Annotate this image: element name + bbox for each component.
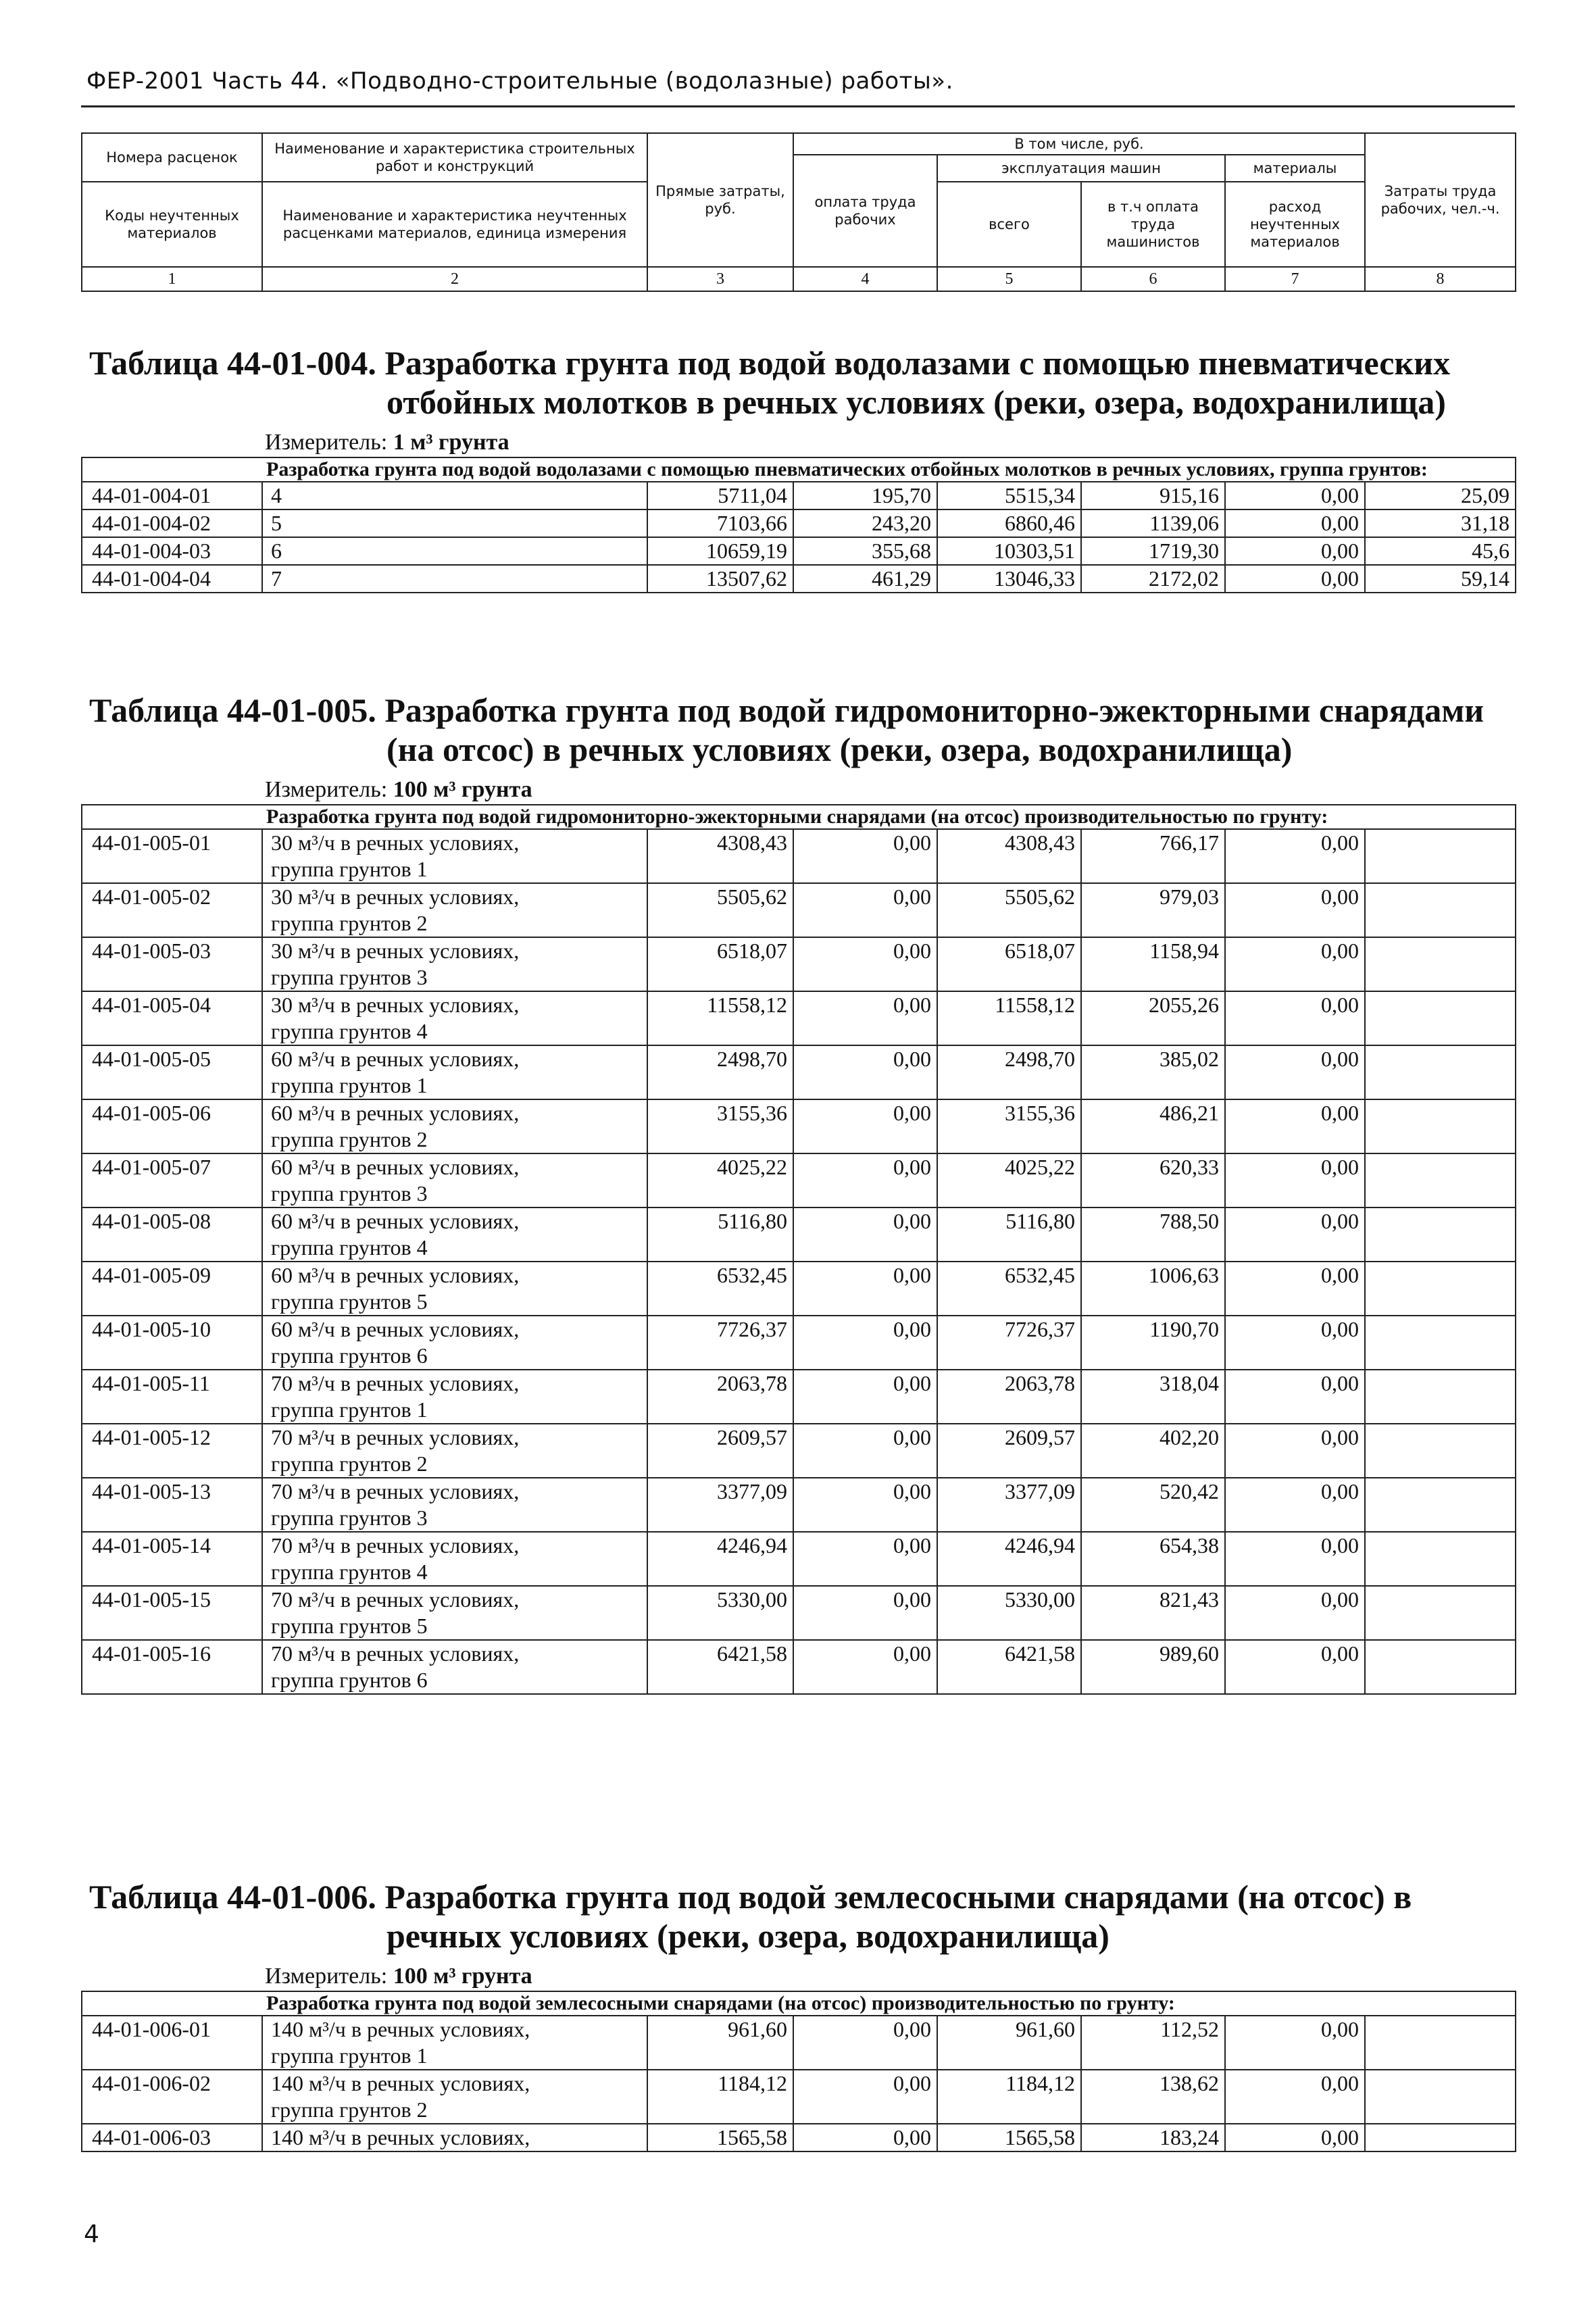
- col-material-codes: Коды неучтенных материалов: [82, 182, 262, 267]
- labor-pay: 0,00: [793, 883, 937, 937]
- machinists-pay: 1006,63: [1081, 1262, 1225, 1316]
- soil-group: 4: [262, 482, 647, 509]
- materials-cost: 0,00: [1225, 1153, 1365, 1208]
- labor-hours: [1365, 991, 1516, 1045]
- materials-cost: 0,00: [1225, 1262, 1365, 1316]
- cell-line: 70 м³/ч в речных условиях,: [271, 1371, 520, 1395]
- column-header-table: [81, 132, 1516, 292]
- direct-costs: 5116,80: [647, 1208, 793, 1262]
- cell-line: группа грунтов 1: [271, 1073, 428, 1097]
- labor-pay: 0,00: [793, 1370, 937, 1424]
- direct-costs: 7103,66: [647, 509, 793, 537]
- measurement-unit-value: 100 м³ грунта: [393, 777, 532, 802]
- materials-cost: 0,00: [1225, 537, 1365, 565]
- labor-hours: [1365, 2016, 1516, 2070]
- labor-hours: [1365, 829, 1516, 883]
- machines-total: 4246,94: [937, 1532, 1081, 1586]
- materials-cost: 0,00: [1225, 1370, 1365, 1424]
- labor-pay: 0,00: [793, 1099, 937, 1153]
- labor-pay: 195,70: [793, 482, 937, 509]
- rate-code: 44-01-005-15: [82, 1586, 262, 1640]
- labor-pay: 0,00: [793, 2016, 937, 2070]
- direct-costs: 1565,58: [647, 2124, 793, 2151]
- rate-code: 44-01-005-13: [82, 1478, 262, 1532]
- section-title-line: отбойных молотков в речных условиях (реки, озера, водохранилища): [386, 383, 1446, 421]
- cell-line: группа грунтов 2: [271, 911, 428, 935]
- section-table-44-01-006: [81, 1877, 1515, 2152]
- rate-code: 44-01-005-14: [82, 1532, 262, 1586]
- rate-code: 44-01-005-02: [82, 883, 262, 937]
- materials-cost: 0,00: [1225, 1586, 1365, 1640]
- rate-code: 44-01-005-01: [82, 829, 262, 883]
- direct-costs: 1184,12: [647, 2070, 793, 2124]
- col-rate-numbers: Номера расценок: [82, 133, 262, 182]
- measurement-unit-prefix: Измеритель:: [265, 1964, 393, 1989]
- cell-line: 60 м³/ч в речных условиях,: [271, 1317, 520, 1341]
- soil-group: 7: [262, 565, 647, 593]
- table-row: [82, 482, 1516, 509]
- rate-code: 44-01-006-02: [82, 2070, 262, 2124]
- materials-cost: 0,00: [1225, 1478, 1365, 1532]
- cell-line: группа грунтов 4: [271, 1235, 428, 1260]
- materials-cost: 0,00: [1225, 991, 1365, 1045]
- cell-line: 30 м³/ч в речных условиях,: [271, 939, 520, 963]
- direct-costs: 6532,45: [647, 1262, 793, 1316]
- direct-costs: 4246,94: [647, 1532, 793, 1586]
- machinists-pay: 620,33: [1081, 1153, 1225, 1208]
- measurement-unit-prefix: Измеритель:: [265, 777, 393, 802]
- col-labor-pay: оплата труда рабочих: [793, 155, 937, 267]
- col-number: 5: [937, 267, 1081, 291]
- labor-pay: 0,00: [793, 1262, 937, 1316]
- rate-code: 44-01-005-16: [82, 1640, 262, 1694]
- materials-cost: 0,00: [1225, 883, 1365, 937]
- machinists-pay: 788,50: [1081, 1208, 1225, 1262]
- materials-cost: 0,00: [1225, 937, 1365, 991]
- materials-cost: 0,00: [1225, 2124, 1365, 2151]
- table-row: [82, 1099, 1516, 1153]
- labor-pay: 0,00: [793, 1478, 937, 1532]
- labor-hours: [1365, 1208, 1516, 1262]
- machinists-pay: 138,62: [1081, 2070, 1225, 2124]
- machines-total: 3377,09: [937, 1478, 1081, 1532]
- direct-costs: 13507,62: [647, 565, 793, 593]
- machines-total: 10303,51: [937, 537, 1081, 565]
- cell-line: 70 м³/ч в речных условиях,: [271, 1641, 520, 1666]
- labor-pay: 0,00: [793, 937, 937, 991]
- direct-costs: 2609,57: [647, 1424, 793, 1478]
- cell-line: группа грунтов 6: [271, 1343, 428, 1368]
- col-number: 6: [1081, 267, 1225, 291]
- machinists-pay: 2172,02: [1081, 565, 1225, 593]
- section-table-44-01-004: [81, 343, 1515, 593]
- header-rule: [81, 105, 1515, 107]
- work-description: [262, 1099, 647, 1153]
- work-description: [262, 883, 647, 937]
- work-description: [262, 1153, 647, 1208]
- direct-costs: 5505,62: [647, 883, 793, 937]
- section-title-line: Таблица 44-01-006. Разработка грунта под водой землесосными снарядами (на отсос) в: [89, 1878, 1412, 1916]
- group-heading: Разработка грунта под водой землесосными снарядами (на отсос) производительностью по грунту:: [82, 1991, 1516, 2016]
- labor-hours: [1365, 1045, 1516, 1099]
- materials-cost: 0,00: [1225, 565, 1365, 593]
- machines-total: 2609,57: [937, 1424, 1081, 1478]
- labor-hours: 31,18: [1365, 509, 1516, 537]
- labor-hours: 45,6: [1365, 537, 1516, 565]
- rate-code: 44-01-004-03: [82, 537, 262, 565]
- rate-code: 44-01-005-12: [82, 1424, 262, 1478]
- rate-code: 44-01-005-06: [82, 1099, 262, 1153]
- labor-pay: 0,00: [793, 1640, 937, 1694]
- work-description: [262, 1424, 647, 1478]
- cell-line: 140 м³/ч в речных условиях,: [271, 2017, 530, 2041]
- measurement-unit: [81, 776, 1515, 804]
- machines-total: 5116,80: [937, 1208, 1081, 1262]
- direct-costs: 5330,00: [647, 1586, 793, 1640]
- cell-line: 30 м³/ч в речных условиях,: [271, 885, 520, 909]
- direct-costs: 3377,09: [647, 1478, 793, 1532]
- table-row: [82, 1640, 1516, 1694]
- work-description: [262, 1640, 647, 1694]
- rates-table: [81, 1991, 1516, 2152]
- labor-hours: [1365, 1099, 1516, 1153]
- labor-pay: 461,29: [793, 565, 937, 593]
- cell-line: группа грунтов 1: [271, 857, 428, 881]
- measurement-unit: [81, 1962, 1515, 1991]
- machinists-pay: 1139,06: [1081, 509, 1225, 537]
- machinists-pay: 1158,94: [1081, 937, 1225, 991]
- labor-hours: [1365, 1586, 1516, 1640]
- materials-cost: 0,00: [1225, 1208, 1365, 1262]
- labor-pay: 0,00: [793, 829, 937, 883]
- direct-costs: 4025,22: [647, 1153, 793, 1208]
- rate-code: 44-01-005-08: [82, 1208, 262, 1262]
- direct-costs: 2498,70: [647, 1045, 793, 1099]
- cell-line: 70 м³/ч в речных условиях,: [271, 1425, 520, 1449]
- machines-total: 6532,45: [937, 1262, 1081, 1316]
- labor-hours: [1365, 1424, 1516, 1478]
- rates-table: [81, 457, 1516, 593]
- table-row: [82, 1208, 1516, 1262]
- machinists-pay: 318,04: [1081, 1370, 1225, 1424]
- rate-code: 44-01-005-11: [82, 1370, 262, 1424]
- labor-hours: [1365, 1153, 1516, 1208]
- work-description: [262, 1586, 647, 1640]
- materials-cost: 0,00: [1225, 482, 1365, 509]
- measurement-unit-value: 100 м³ грунта: [393, 1964, 532, 1989]
- col-including: В том числе, руб.: [793, 133, 1365, 155]
- cell-line: группа грунтов 5: [271, 1614, 428, 1638]
- col-machines-total: всего: [937, 182, 1081, 267]
- rate-code: 44-01-004-01: [82, 482, 262, 509]
- col-number: 1: [82, 267, 262, 291]
- direct-costs: 10659,19: [647, 537, 793, 565]
- table-row: [82, 991, 1516, 1045]
- group-heading: Разработка грунта под водой гидромониторно-эжекторными снарядами (на отсос) производительностью по грунту:: [82, 805, 1516, 829]
- labor-pay: 0,00: [793, 1208, 937, 1262]
- machinists-pay: 766,17: [1081, 829, 1225, 883]
- table-row: [82, 2070, 1516, 2124]
- work-description: [262, 1316, 647, 1370]
- col-unaccounted-materials: расход неучтенных материалов: [1225, 182, 1365, 267]
- labor-pay: 0,00: [793, 1532, 937, 1586]
- rate-code: 44-01-005-05: [82, 1045, 262, 1099]
- section-title: [81, 343, 1515, 422]
- table-row: [82, 509, 1516, 537]
- rate-code: 44-01-006-03: [82, 2124, 262, 2151]
- group-heading: Разработка грунта под водой водолазами с помощью пневматических отбойных молотков в речных условиях, группа грунтов:: [82, 457, 1516, 482]
- machines-total: 7726,37: [937, 1316, 1081, 1370]
- machines-total: 11558,12: [937, 991, 1081, 1045]
- machines-total: 6518,07: [937, 937, 1081, 991]
- table-row: [82, 1532, 1516, 1586]
- direct-costs: 961,60: [647, 2016, 793, 2070]
- col-direct-costs: Прямые затраты, руб.: [647, 133, 793, 267]
- table-row: [82, 1045, 1516, 1099]
- work-description: [262, 2124, 647, 2151]
- labor-hours: [1365, 883, 1516, 937]
- page-number: 4: [84, 2220, 99, 2248]
- work-description: [262, 1370, 647, 1424]
- cell-line: группа грунтов 2: [271, 1127, 428, 1151]
- measurement-unit-value: 1 м³ грунта: [393, 430, 509, 455]
- direct-costs: 7726,37: [647, 1316, 793, 1370]
- table-row: [82, 2016, 1516, 2070]
- rate-code: 44-01-004-02: [82, 509, 262, 537]
- cell-line: 140 м³/ч в речных условиях,: [271, 2125, 530, 2149]
- cell-line: 60 м³/ч в речных условиях,: [271, 1101, 520, 1125]
- direct-costs: 6421,58: [647, 1640, 793, 1694]
- machines-total: 2498,70: [937, 1045, 1081, 1099]
- work-description: [262, 991, 647, 1045]
- machinists-pay: 979,03: [1081, 883, 1225, 937]
- machinists-pay: 821,43: [1081, 1586, 1225, 1640]
- direct-costs: 2063,78: [647, 1370, 793, 1424]
- col-number: 4: [793, 267, 937, 291]
- cell-line: группа грунтов 2: [271, 2097, 428, 2122]
- section-table-44-01-005: [81, 691, 1515, 1695]
- machinists-pay: 2055,26: [1081, 991, 1225, 1045]
- labor-pay: 0,00: [793, 2124, 937, 2151]
- machinists-pay: 402,20: [1081, 1424, 1225, 1478]
- labor-pay: 0,00: [793, 1424, 937, 1478]
- labor-pay: 355,68: [793, 537, 937, 565]
- labor-hours: [1365, 2124, 1516, 2151]
- labor-hours: [1365, 1640, 1516, 1694]
- table-row: [82, 1370, 1516, 1424]
- table-row: [82, 1478, 1516, 1532]
- work-description: [262, 1478, 647, 1532]
- machinists-pay: 1719,30: [1081, 537, 1225, 565]
- labor-pay: 0,00: [793, 2070, 937, 2124]
- labor-pay: 0,00: [793, 991, 937, 1045]
- rate-code: 44-01-005-04: [82, 991, 262, 1045]
- soil-group: 6: [262, 537, 647, 565]
- cell-line: группа грунтов 6: [271, 1668, 428, 1692]
- measurement-unit-prefix: Измеритель:: [265, 430, 393, 455]
- machinists-pay: 1190,70: [1081, 1316, 1225, 1370]
- labor-hours: 25,09: [1365, 482, 1516, 509]
- rate-code: 44-01-005-03: [82, 937, 262, 991]
- col-machinists-pay: в т.ч оплата труда машинистов: [1081, 182, 1225, 267]
- machines-total: 5515,34: [937, 482, 1081, 509]
- cell-line: 70 м³/ч в речных условиях,: [271, 1587, 520, 1612]
- table-row: [82, 2124, 1516, 2151]
- cell-line: группа грунтов 3: [271, 1181, 428, 1205]
- table-row: [82, 1262, 1516, 1316]
- section-title-line: Таблица 44-01-004. Разработка грунта под водой водолазами с помощью пневматических: [89, 344, 1451, 382]
- cell-line: группа грунтов 4: [271, 1560, 428, 1584]
- work-description: [262, 1208, 647, 1262]
- section-title-line: речных условиях (реки, озера, водохранилища): [386, 1917, 1109, 1955]
- cell-line: 60 м³/ч в речных условиях,: [271, 1047, 520, 1071]
- cell-line: 60 м³/ч в речных условиях,: [271, 1209, 520, 1233]
- col-number: 2: [262, 267, 647, 291]
- work-description: [262, 1532, 647, 1586]
- machinists-pay: 183,24: [1081, 2124, 1225, 2151]
- cell-line: группа грунтов 1: [271, 1397, 428, 1422]
- materials-cost: 0,00: [1225, 1316, 1365, 1370]
- col-number: 8: [1365, 267, 1516, 291]
- cell-line: 30 м³/ч в речных условиях,: [271, 830, 520, 855]
- direct-costs: 3155,36: [647, 1099, 793, 1153]
- cell-line: группа грунтов 3: [271, 965, 428, 989]
- machinists-pay: 112,52: [1081, 2016, 1225, 2070]
- materials-cost: 0,00: [1225, 1424, 1365, 1478]
- work-description: [262, 2070, 647, 2124]
- labor-pay: 0,00: [793, 1153, 937, 1208]
- machines-total: 4308,43: [937, 829, 1081, 883]
- rate-code: 44-01-006-01: [82, 2016, 262, 2070]
- labor-pay: 243,20: [793, 509, 937, 537]
- machines-total: 6860,46: [937, 509, 1081, 537]
- cell-line: 70 м³/ч в речных условиях,: [271, 1479, 520, 1503]
- machines-total: 13046,33: [937, 565, 1081, 593]
- labor-hours: [1365, 2070, 1516, 2124]
- machines-total: 2063,78: [937, 1370, 1081, 1424]
- labor-hours: 59,14: [1365, 565, 1516, 593]
- work-description: [262, 2016, 647, 2070]
- page-header: ФЕР-2001 Часть 44. «Подводно-строительные (водолазные) работы».: [86, 68, 953, 95]
- direct-costs: 11558,12: [647, 991, 793, 1045]
- cell-line: 60 м³/ч в речных условиях,: [271, 1155, 520, 1179]
- section-title-line: (на отсос) в речных условиях (реки, озера, водохранилища): [386, 730, 1293, 768]
- cell-line: группа грунтов 4: [271, 1019, 428, 1043]
- rate-code: 44-01-005-10: [82, 1316, 262, 1370]
- table-row: [82, 1153, 1516, 1208]
- rate-code: 44-01-005-07: [82, 1153, 262, 1208]
- labor-pay: 0,00: [793, 1316, 937, 1370]
- measurement-unit: [81, 428, 1515, 457]
- materials-cost: 0,00: [1225, 509, 1365, 537]
- materials-cost: 0,00: [1225, 2070, 1365, 2124]
- materials-cost: 0,00: [1225, 1045, 1365, 1099]
- table-row: [82, 829, 1516, 883]
- materials-cost: 0,00: [1225, 829, 1365, 883]
- rate-code: 44-01-005-09: [82, 1262, 262, 1316]
- cell-line: группа грунтов 1: [271, 2043, 428, 2068]
- machines-total: 961,60: [937, 2016, 1081, 2070]
- labor-hours: [1365, 1316, 1516, 1370]
- labor-hours: [1365, 1532, 1516, 1586]
- section-title: [81, 1877, 1515, 1956]
- labor-pay: 0,00: [793, 1586, 937, 1640]
- cell-line: группа грунтов 5: [271, 1289, 428, 1314]
- machinists-pay: 385,02: [1081, 1045, 1225, 1099]
- col-machines: эксплуатация машин: [937, 155, 1225, 182]
- labor-hours: [1365, 937, 1516, 991]
- col-number: 7: [1225, 267, 1365, 291]
- col-number: 3: [647, 267, 793, 291]
- labor-hours: [1365, 1478, 1516, 1532]
- cell-line: группа грунтов 2: [271, 1451, 428, 1476]
- col-work-name: Наименование и характеристика строительных работ и конструкций: [262, 133, 647, 182]
- materials-cost: 0,00: [1225, 2016, 1365, 2070]
- table-row: [82, 1424, 1516, 1478]
- work-description: [262, 937, 647, 991]
- table-row: [82, 537, 1516, 565]
- rate-code: 44-01-004-04: [82, 565, 262, 593]
- direct-costs: 4308,43: [647, 829, 793, 883]
- table-row: [82, 565, 1516, 593]
- machinists-pay: 486,21: [1081, 1099, 1225, 1153]
- labor-hours: [1365, 1262, 1516, 1316]
- labor-hours: [1365, 1370, 1516, 1424]
- work-description: [262, 1262, 647, 1316]
- machines-total: 6421,58: [937, 1640, 1081, 1694]
- col-materials: материалы: [1225, 155, 1365, 182]
- work-description: [262, 829, 647, 883]
- cell-line: 60 м³/ч в речных условиях,: [271, 1263, 520, 1287]
- materials-cost: 0,00: [1225, 1532, 1365, 1586]
- machines-total: 5505,62: [937, 883, 1081, 937]
- cell-line: группа грунтов 3: [271, 1505, 428, 1530]
- machines-total: 1184,12: [937, 2070, 1081, 2124]
- section-title: [81, 691, 1515, 769]
- machines-total: 1565,58: [937, 2124, 1081, 2151]
- materials-cost: 0,00: [1225, 1640, 1365, 1694]
- cell-line: 70 м³/ч в речных условиях,: [271, 1533, 520, 1558]
- table-row: [82, 937, 1516, 991]
- table-row: [82, 883, 1516, 937]
- machines-total: 5330,00: [937, 1586, 1081, 1640]
- section-title-line: Таблица 44-01-005. Разработка грунта под водой гидромониторно-эжекторными снарядами: [89, 691, 1485, 729]
- materials-cost: 0,00: [1225, 1099, 1365, 1153]
- rates-table: [81, 804, 1516, 1695]
- table-row: [82, 1586, 1516, 1640]
- direct-costs: 5711,04: [647, 482, 793, 509]
- cell-line: 30 м³/ч в речных условиях,: [271, 993, 520, 1017]
- cell-line: 140 м³/ч в речных условиях,: [271, 2071, 530, 2095]
- machinists-pay: 915,16: [1081, 482, 1225, 509]
- machines-total: 3155,36: [937, 1099, 1081, 1153]
- table-row: [82, 1316, 1516, 1370]
- machinists-pay: 989,60: [1081, 1640, 1225, 1694]
- col-labor-hours: Затраты труда рабочих, чел.-ч.: [1365, 133, 1516, 267]
- labor-pay: 0,00: [793, 1045, 937, 1099]
- machinists-pay: 654,38: [1081, 1532, 1225, 1586]
- direct-costs: 6518,07: [647, 937, 793, 991]
- machinists-pay: 520,42: [1081, 1478, 1225, 1532]
- work-description: [262, 1045, 647, 1099]
- machines-total: 4025,22: [937, 1153, 1081, 1208]
- col-material-names: Наименование и характеристика неучтенных расценками материалов, единица измерения: [262, 182, 647, 267]
- soil-group: 5: [262, 509, 647, 537]
